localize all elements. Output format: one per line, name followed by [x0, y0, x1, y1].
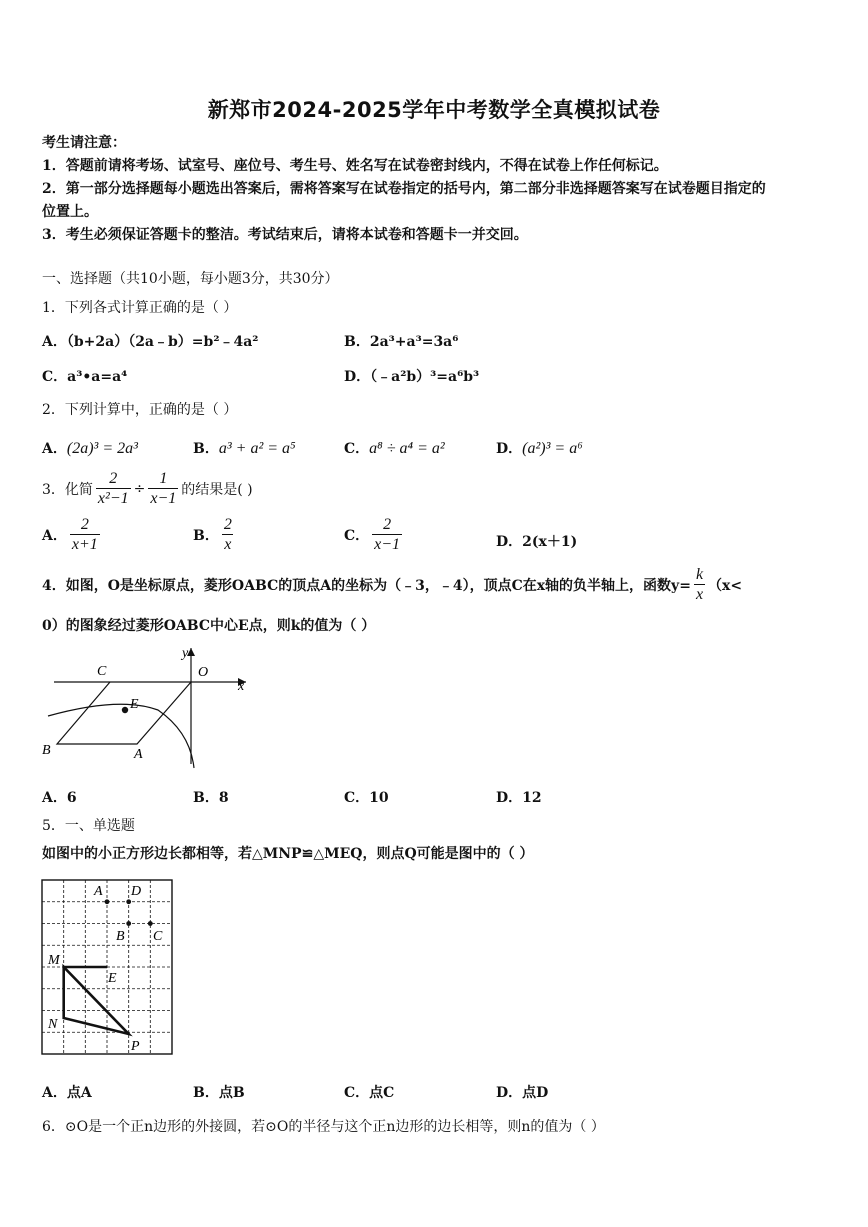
question-3-option-a[interactable]: A． $\frac{2}{x+1}$ — [42, 516, 98, 553]
notice-item-2-cont: 位置上。 — [42, 204, 98, 220]
rhombus-figure — [40, 644, 252, 770]
question-3-option-b[interactable]: B． $\frac{2}{x}$ — [193, 516, 232, 553]
question-5-option-c[interactable]: C．点C — [344, 1085, 395, 1101]
label-c: C — [97, 664, 107, 679]
label-b: B — [42, 743, 51, 758]
question-2-option-d[interactable]: D．(a²)³ = a⁶ — [496, 440, 583, 457]
page-title: 新郑市2024-2025学年中考数学全真模拟试卷 — [207, 98, 661, 122]
label-b: B — [116, 929, 125, 944]
notice-item-1: 1．答题前请将考场、试室号、座位号、考生号、姓名写在试卷密封线内，不得在试卷上作任何标记。 — [42, 158, 668, 174]
label-o: O — [198, 665, 209, 680]
label-n: N — [48, 1017, 58, 1032]
fraction-1: $\frac{2}{\text{x²−1}}$ — [97, 470, 129, 507]
label-c: C — [153, 929, 163, 944]
question-1-option-c[interactable]: C．a³•a=a⁴ — [42, 369, 128, 385]
question-3-option-d[interactable]: D．2(x＋1) — [496, 534, 578, 550]
notice-item-3: 3．考生必须保证答题卡的整洁。考试结束后，请将本试卷和答题卡一并交回。 — [42, 227, 528, 243]
question-1-option-d[interactable]: D．（﹣a²b）³=a⁶b³ — [344, 369, 480, 385]
notice-item-2: 2．第一部分选择题每小题选出答案后，需将答案写在试卷指定的括号内，第二部分非选择题答案写在试卷题目指定的 — [42, 181, 766, 197]
question-4-option-c[interactable]: C．10 — [344, 790, 389, 806]
question-1-option-a[interactable]: A．（b+2a）（2a﹣b）=b²﹣4a² — [42, 334, 259, 350]
point-e — [122, 707, 128, 713]
question-4-stem: 4．如图，O是坐标原点，菱形OABC的顶点A的坐标为（﹣3，﹣4），顶点C在x轴的负半轴上，函数y= $\frac{k}{x}$ （x< — [42, 566, 743, 603]
question-1-option-b[interactable]: B．2a³+a³=3a⁶ — [344, 334, 459, 350]
question-5-stem: 5．一、单选题 — [42, 818, 135, 834]
question-2-stem: 2．下列计算中，正确的是（ ） — [42, 402, 238, 418]
label-x: x — [238, 679, 245, 694]
section-heading: 一、选择题（共10小题，每小题3分，共30分） — [42, 271, 339, 287]
question-4-option-d[interactable]: D．12 — [496, 790, 542, 806]
question-6-stem: 6．⊙O是一个正n边形的外接圆，若⊙O的半径与这个正n边形的边长相等，则n的值为（ ） — [42, 1119, 605, 1135]
question-4-option-b[interactable]: B．8 — [193, 790, 229, 806]
question-2-option-c[interactable]: C．a⁸ ÷ a⁴ = a² — [344, 440, 445, 457]
grid-figure — [40, 878, 174, 1058]
label-y: y — [182, 646, 189, 661]
question-4-option-a[interactable]: A．6 — [42, 790, 77, 806]
question-1-stem: 1．下列各式计算正确的是（ ） — [42, 300, 238, 316]
label-a: A — [134, 747, 143, 762]
label-m: M — [48, 953, 60, 968]
question-5-option-a[interactable]: A．点A — [42, 1085, 92, 1101]
question-4-stem-cont: 0）的图象经过菱形OABC中心E点，则k的值为（ ） — [42, 618, 376, 634]
label-a: A — [94, 884, 103, 899]
notice-heading: 考生请注意： — [42, 135, 126, 151]
question-2-option-a[interactable]: A．(2a)³ = 2a³ — [42, 440, 138, 457]
fraction-2: $\frac{1}{x-1}$ — [150, 470, 177, 507]
question-5-line: 如图中的小正方形边长都相等，若△MNP≌△MEQ，则点Q可能是图中的（ ） — [42, 846, 534, 862]
question-3-stem: 3．化简 $\frac{2}{\text{x²−1}}$ ÷ $\frac{1}{x-1}$ 的结果是( ) — [42, 470, 253, 507]
question-2-option-b[interactable]: B．a³ + a² = a⁵ — [193, 440, 296, 457]
label-e: E — [108, 971, 117, 986]
question-3-option-c[interactable]: C． $\frac{2}{x-1}$ — [344, 516, 401, 553]
question-5-option-b[interactable]: B．点B — [193, 1085, 245, 1101]
question-5-option-d[interactable]: D．点D — [496, 1085, 549, 1101]
label-p: P — [131, 1039, 140, 1054]
label-d: D — [131, 884, 142, 899]
label-e: E — [130, 697, 139, 712]
